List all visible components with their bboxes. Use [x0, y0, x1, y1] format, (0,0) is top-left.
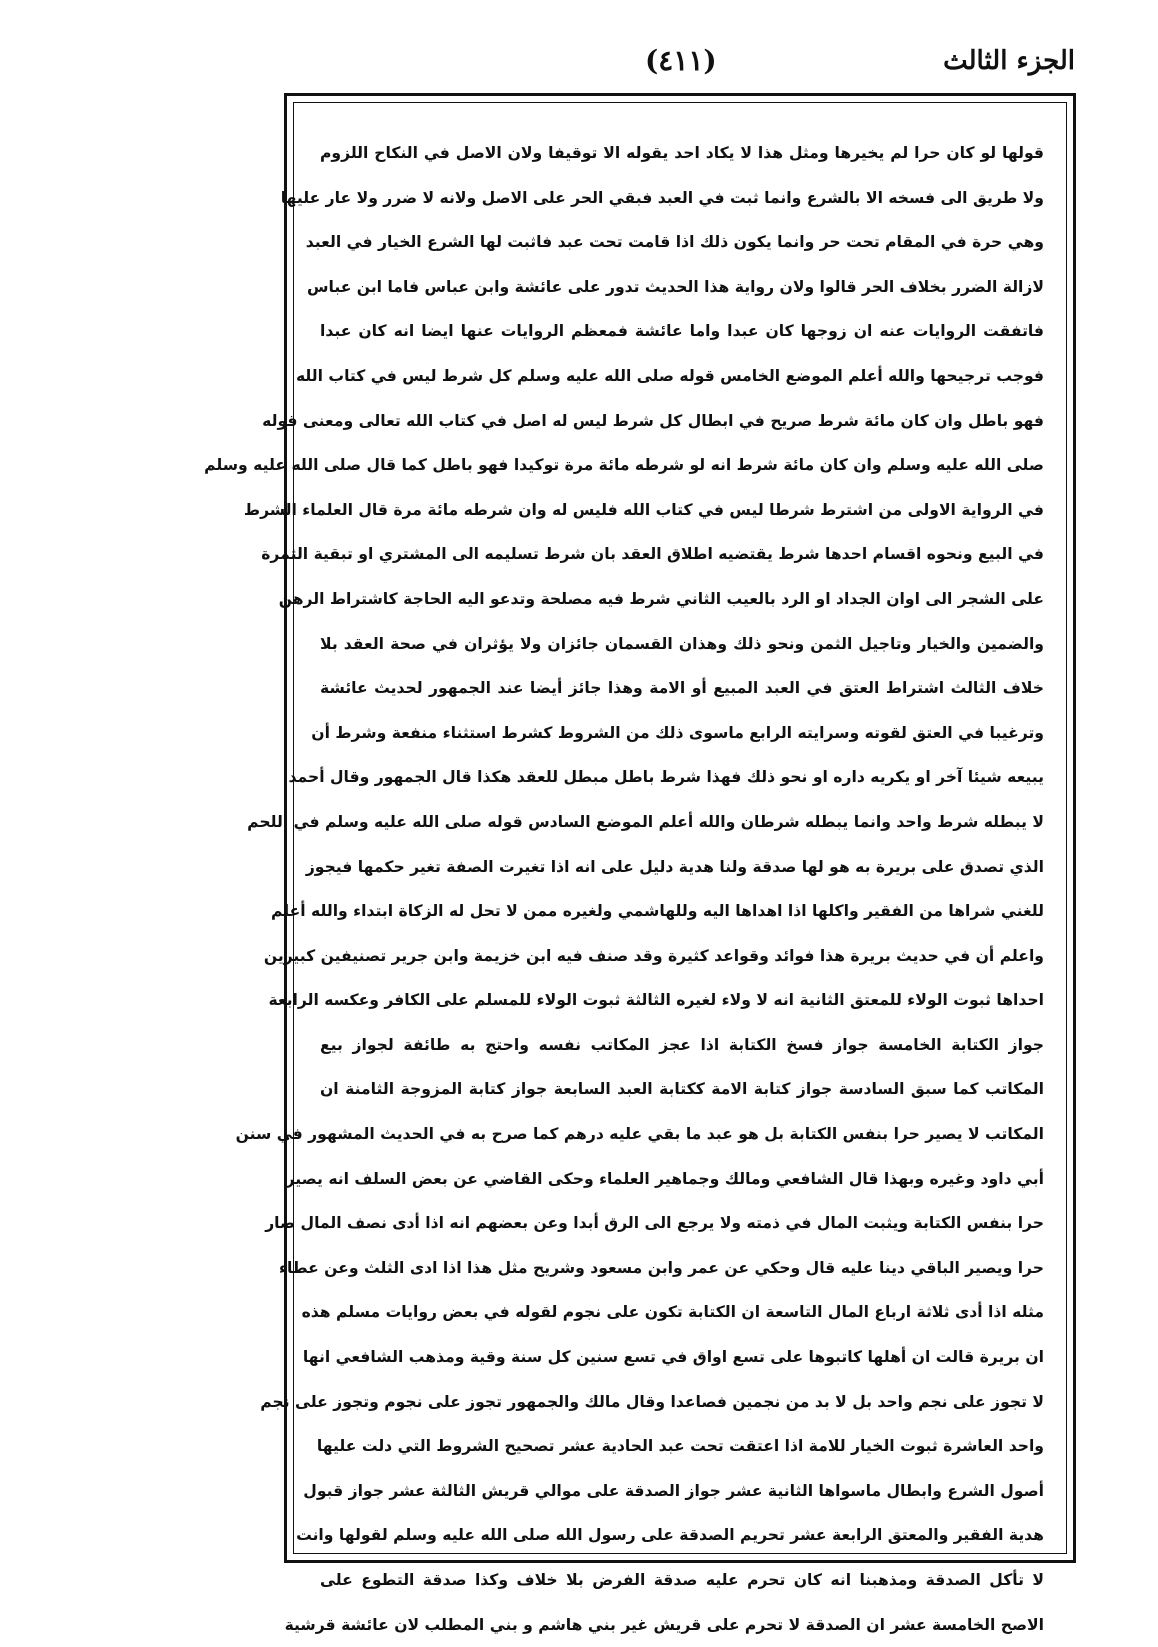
text-line: ان بريرة قالت ان أهلها كاتبوها على تسع اواق في تسع سنين كل سنة وقية ومذهب الشافعي انها — [302, 1348, 1044, 1367]
text-line: فهو باطل وان كان مائة شرط صريح في ابطال كل شرط ليس له اصل في كتاب الله تعالى ومعنى قوله — [262, 411, 1044, 430]
page-frame — [204, 93, 1076, 1634]
text-line: في البيع ونحوه اقسام احدها شرط يقتضيه اطلاق العقد بان شرط تسليمه الى المشتري او تبقية الثمرة — [261, 545, 1044, 564]
text-line: فوجب ترجيحها والله أعلم الموضع الخامس قوله صلى الله عليه وسلم كل شرط ليس في كتاب الله — [295, 366, 1044, 385]
text-line: الذي تصدق على بريرة به هو لها صدقة ولنا هدية دليل على انه اذا تغيرت الصفة تغير حكمها فيجوز — [305, 857, 1044, 876]
text-line: وهي حرة في المقام تحت حر وانما يكون ذلك اذا قامت تحت عبد فاثبت لها الشرع الخيار في العبد — [305, 233, 1044, 252]
text-line: يبيعه شيئا آخر او يكريه داره او نحو ذلك فهذا شرط باطل مبطل للعقد هكذا قال الجمهور وقال أحمد — [288, 768, 1044, 787]
text-line: لازالة الضرر بخلاف الحر قالوا ولان رواية هذا الحديث تدور على عائشة وابن عباس فاما ابن عباس — [306, 277, 1044, 296]
text-line: المكاتب كما سبق السادسة جواز كتابة الامة ككتابة العبد السابعة جواز كتابة المزوجة الثامنة ان — [320, 1080, 1044, 1099]
text-line: لا تجوز على نجم واحد بل لا بد من نجمين فصاعدا وقال مالك والجمهور تجوز على نجوم وتجوز على نجم — [260, 1392, 1044, 1411]
text-line: في الرواية الاولى من اشترط شرطا ليس في كتاب الله فليس له وان شرطه مائة مرة قال العلماء الشرط — [243, 500, 1044, 519]
text-line: واحد العاشرة ثبوت الخيار للامة اذا اعتقت تحت عبد الحادية عشر تصحيح الشروط التي دلت عليها — [316, 1437, 1044, 1456]
text-line: على الشجر الى اوان الجداد او الرد بالعيب الثاني شرط فيه مصلحة وتدعو اليه الحاجة كاشتراط الرهن — [278, 589, 1044, 608]
text-line: خلاف الثالث اشتراط العتق في العبد المبيع أو الامة وهذا جائز أيضا عند الجمهور لحديث عائشة — [320, 679, 1044, 698]
text-line: والضمين والخيار وتاجيل الثمن ونحو ذلك وهذان القسمان جائزان ولا يؤثران في صحة العقد بلا — [320, 634, 1044, 653]
text-line: واعلم أن في حديث بريرة هذا فوائد وقواعد كثيرة وقد صنف فيه ابن خزيمة وابن جرير تصنيفين كبيرين — [263, 946, 1044, 965]
text-line: لا تأكل الصدقة ومذهبنا انه كان تحرم عليه صدقة الفرض بلا خلاف وكذا صدقة التطوع على — [320, 1571, 1044, 1589]
text-line: هدية الفقير والمعتق الرابعة عشر تحريم الصدقة على رسول الله صلى الله عليه وسلم لقولها وانت — [296, 1526, 1044, 1545]
text-line: صلى الله عليه وسلم وان كان مائة شرط انه لو شرطه مائة مرة توكيدا فهو باطل كما قال صلى الله عليه وسلم — [204, 456, 1044, 475]
text-line: حرا بنفس الكتابة ويثبت المال في ذمته ولا يرجع الى الرق أبدا وعن بعضهم انه اذا أدى نصف المال صار — [265, 1214, 1044, 1233]
page-header — [285, 40, 1075, 88]
page-number: (٤١١) — [645, 44, 717, 77]
text-line: فاتفقت الروايات عنه ان زوجها كان عبدا واما عائشة فمعظم الروايات عنها ايضا انه كان عبدا — [320, 322, 1044, 341]
text-line: للغني شراها من الفقير واكلها اذا اهداها اليه وللهاشمي ولغيره ممن لا تحل له الزكاة ابتداء والله أعلم — [271, 902, 1044, 921]
text-line: ولا طريق الى فسخه الا بالشرع وانما ثبت في العبد فبقي الحر على الاصل ولانه لا ضرر ولا عار عليها — [280, 188, 1044, 207]
text-line: أبي داود وغيره وبهذا قال الشافعي ومالك وجماهير العلماء وحكى القاضي عن بعض السلف انه يصير — [285, 1169, 1044, 1188]
text-line: لا يبطله شرط واحد وانما يبطله شرطان والله أعلم الموضع السادس قوله صلى الله عليه وسلم في اللحم — [247, 812, 1044, 831]
volume-part-label: الجزء الثالث — [943, 46, 1075, 76]
page-frame-inner-border — [204, 102, 1067, 1634]
text-line: قولها لو كان حرا لم يخيرها ومثل هذا لا يكاد احد يقوله الا توقيفا ولان الاصل في النكاح اللزوم — [320, 144, 1044, 162]
text-line: الاصح الخامسة عشر ان الصدقة لا تحرم على قريش غير بني هاشم و بني المطلب لان عائشة قرشية — [284, 1615, 1044, 1634]
text-line: جواز الكتابة الخامسة جواز فسخ الكتابة اذا عجز المكاتب نفسه واحتج به طائفة لجواز بيع — [320, 1035, 1044, 1054]
body-text — [204, 131, 1044, 1647]
text-line: وترغيبا في العتق لقوته وسرايته الرابع ماسوى ذلك من الشروط كشرط استثناء منفعة وشرط أن — [311, 723, 1044, 742]
text-line: أصول الشرع وابطال ماسواها الثانية عشر جواز الصدقة على موالي قريش الثالثة عشر جواز قبول — [303, 1481, 1044, 1500]
text-line: مثله اذا أدى ثلاثة ارباع المال التاسعة ان الكتابة تكون على نجوم لقوله في بعض روايات مسلم هذه — [301, 1303, 1044, 1322]
text-line: حرا ويصير الباقي دينا عليه قال وحكي عن عمر وابن مسعود وشريح مثل هذا اذا ادى الثلث وعن عطاء — [279, 1258, 1044, 1277]
text-line: احداها ثبوت الولاء للمعتق الثانية انه لا ولاء لغيره الثالثة ثبوت الولاء للمسلم على الكافر وعكسه الرابعة — [268, 991, 1044, 1010]
text-line: المكاتب لا يصير حرا بنفس الكتابة بل هو عبد ما بقي عليه درهم كما صرح به في الحديث المشهور في سنن — [235, 1125, 1044, 1144]
